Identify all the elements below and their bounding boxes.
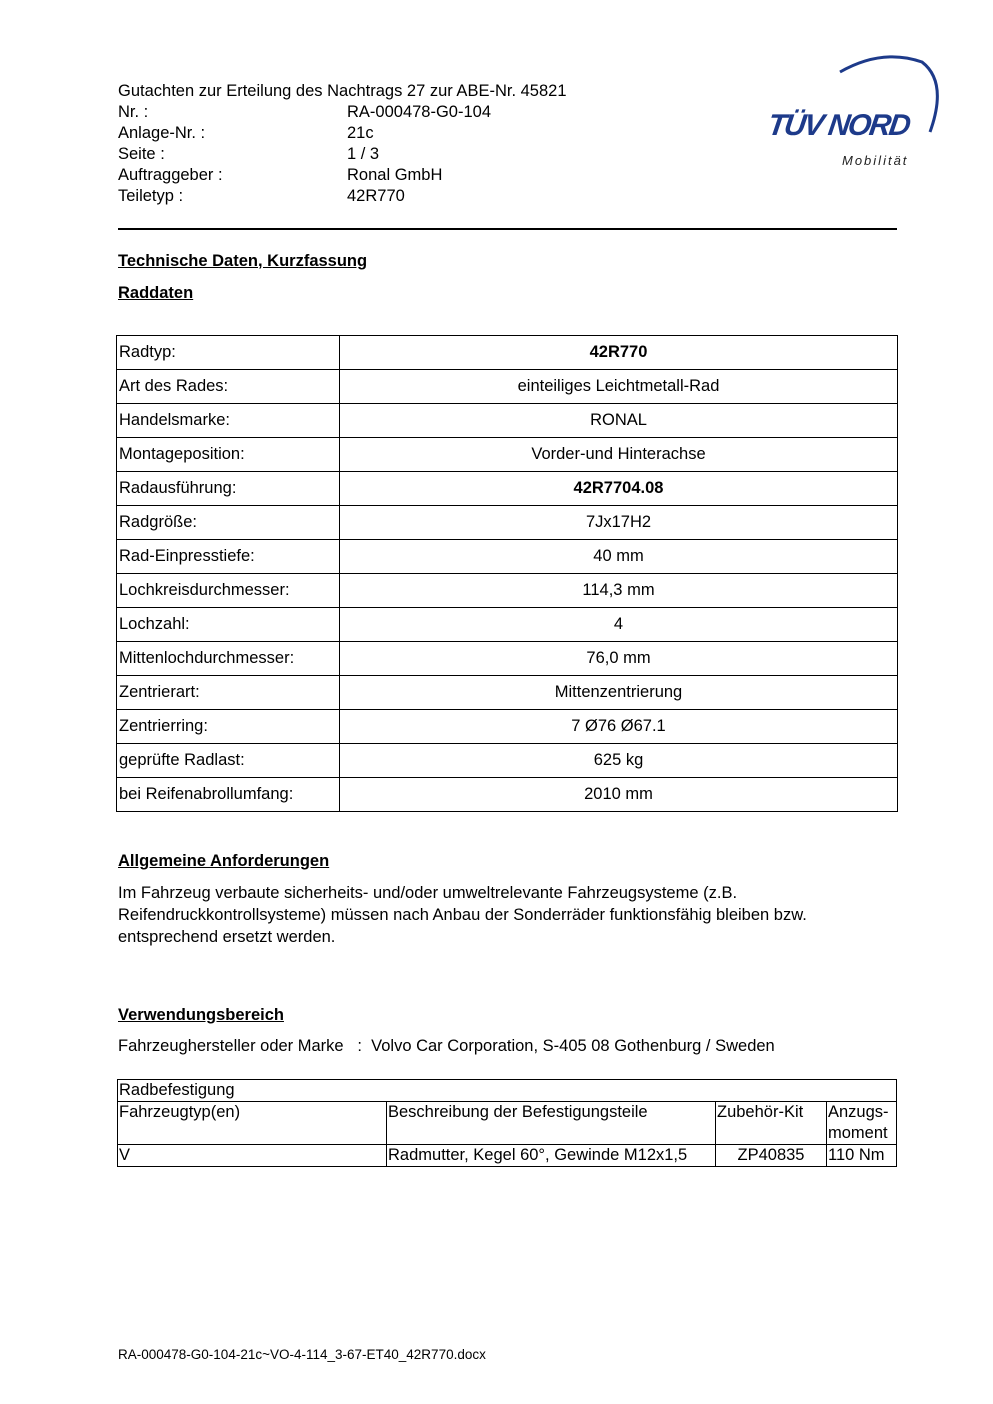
table-row — [117, 642, 898, 676]
fixing-cell: 110 Nm — [827, 1145, 897, 1167]
table-row — [117, 506, 898, 540]
fixing-header-cell: Fahrzeugtyp(en) — [118, 1102, 387, 1145]
wheel-label-cell: Radgröße: — [117, 506, 340, 540]
document-footer: RA-000478-G0-104-21c~VO-4-114_3-67-ET40_42R770.docx — [118, 1347, 486, 1362]
wheel-value-cell: 7 Ø76 Ø67.1 — [340, 710, 898, 744]
fixing-title-row — [118, 1080, 897, 1102]
wheel-label-cell: Radausführung: — [117, 472, 340, 506]
usage-separator: : — [357, 1037, 362, 1055]
wheel-data-table — [116, 335, 898, 812]
fixing-cell: Radmutter, Kegel 60°, Gewinde M12x1,5 — [387, 1145, 716, 1167]
wheel-value-cell: 2010 mm — [340, 778, 898, 812]
fixing-header-cell: Zubehör-Kit — [716, 1102, 827, 1145]
table-row — [117, 404, 898, 438]
logo-subtitle: Mobilität — [842, 153, 909, 168]
header-label: Teiletyp : — [118, 187, 184, 205]
wheel-label-cell: Lochkreisdurchmesser: — [117, 574, 340, 608]
section-wheel-data-heading: Raddaten — [118, 284, 194, 302]
table-row — [117, 744, 898, 778]
wheel-label-cell: Lochzahl: — [117, 608, 340, 642]
table-row — [117, 540, 898, 574]
wheel-value-cell: Vorder-und Hinterachse — [340, 438, 898, 472]
wheel-label-cell: Zentrierart: — [117, 676, 340, 710]
usage-line — [118, 1037, 775, 1056]
document-header — [118, 81, 567, 207]
header-value: 1 / 3 — [347, 145, 380, 163]
fixing-header-cell: Beschreibung der Befestigungsteile — [387, 1102, 716, 1145]
wheel-value-cell: 4 — [340, 608, 898, 642]
section-technical-heading: Technische Daten, Kurzfassung — [118, 252, 368, 270]
usage-value: Volvo Car Corporation, S-405 08 Gothenburg / Sweden — [371, 1037, 775, 1055]
fixing-table — [117, 1079, 897, 1167]
wheel-label-cell: Art des Rades: — [117, 370, 340, 404]
header-value: RA-000478-G0-104 — [347, 103, 492, 121]
wheel-value-cell: einteiliges Leichtmetall-Rad — [340, 370, 898, 404]
fixing-data-row — [118, 1145, 897, 1167]
wheel-value-cell: Mittenzentrierung — [340, 676, 898, 710]
header-label: Auftraggeber : — [118, 166, 223, 184]
header-label: Anlage-Nr. : — [118, 124, 206, 142]
wheel-label-cell: Rad-Einpresstiefe: — [117, 540, 340, 574]
header-row-annex — [118, 123, 567, 144]
wheel-label-cell: Handelsmarke: — [117, 404, 340, 438]
fixing-header-cell: Anzugs-moment — [827, 1102, 897, 1145]
wheel-label-cell: Zentrierring: — [117, 710, 340, 744]
table-row — [117, 336, 898, 370]
section-general-heading: Allgemeine Anforderungen — [118, 852, 330, 870]
table-row — [117, 574, 898, 608]
header-divider — [118, 228, 897, 230]
wheel-value-cell: 42R770 — [340, 336, 898, 370]
fixing-cell: ZP40835 — [716, 1145, 827, 1167]
wheel-label-cell: Mittenlochdurchmesser: — [117, 642, 340, 676]
table-row — [117, 438, 898, 472]
header-label: Seite : — [118, 145, 165, 163]
header-row-page — [118, 144, 567, 165]
wheel-label-cell: Montageposition: — [117, 438, 340, 472]
header-row-number — [118, 102, 567, 123]
fixing-title: Radbefestigung — [118, 1080, 897, 1102]
table-row — [117, 608, 898, 642]
fixing-header-row — [118, 1102, 897, 1145]
wheel-value-cell: 114,3 mm — [340, 574, 898, 608]
wheel-value-cell: 76,0 mm — [340, 642, 898, 676]
header-row-part-type — [118, 186, 567, 207]
table-row — [117, 676, 898, 710]
header-label: Nr. : — [118, 103, 149, 121]
header-title: Gutachten zur Erteilung des Nachtrags 27 zur ABE-Nr. 45821 — [118, 82, 567, 100]
wheel-value-cell: 40 mm — [340, 540, 898, 574]
wheel-value-cell: 625 kg — [340, 744, 898, 778]
header-value: Ronal GmbH — [347, 166, 443, 184]
logo-brand: TÜV NORD — [765, 109, 912, 142]
header-value: 42R770 — [347, 187, 405, 205]
wheel-label-cell: bei Reifenabrollumfang: — [117, 778, 340, 812]
wheel-value-cell: 7Jx17H2 — [340, 506, 898, 540]
header-value: 21c — [347, 124, 374, 142]
wheel-value-cell: RONAL — [340, 404, 898, 438]
usage-label: Fahrzeughersteller oder Marke — [118, 1037, 344, 1055]
table-row — [117, 370, 898, 404]
wheel-value-cell: 42R7704.08 — [340, 472, 898, 506]
general-requirements-text: Im Fahrzeug verbaute sicherheits- und/oder umweltrelevante Fahrzeugsysteme (z.B. Reifendruckkontrollsysteme) müssen nach Anbau der Sonderräder funktionsfähig bleiben bzw. entsprechend ersetzt werden. — [118, 884, 807, 946]
wheel-label-cell: geprüfte Radlast: — [117, 744, 340, 778]
header-row-client — [118, 165, 567, 186]
table-row — [117, 710, 898, 744]
table-row — [117, 472, 898, 506]
table-row — [117, 778, 898, 812]
fixing-cell: V — [118, 1145, 387, 1167]
wheel-label-cell: Radtyp: — [117, 336, 340, 370]
section-usage-heading: Verwendungsbereich — [118, 1006, 284, 1024]
tuv-nord-logo — [762, 54, 942, 174]
